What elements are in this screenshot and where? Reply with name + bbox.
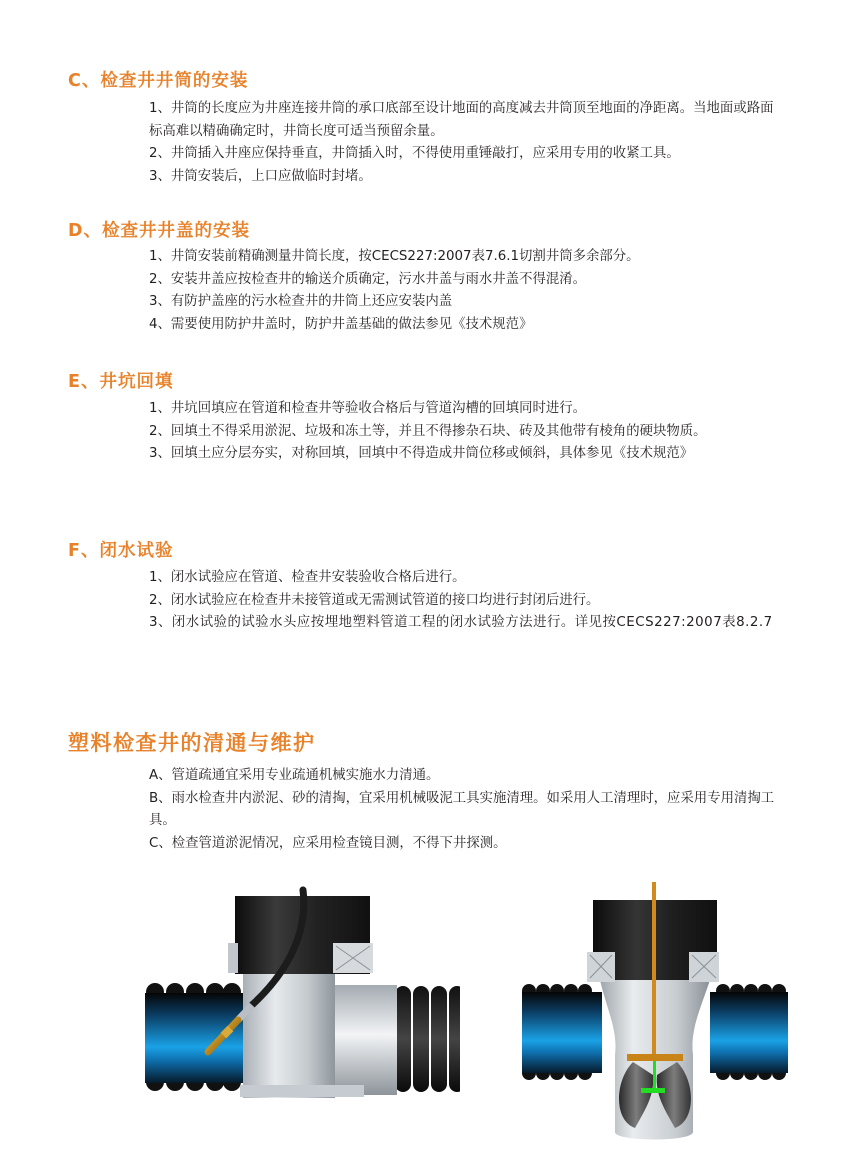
inspection-well-hose-icon — [140, 870, 460, 1130]
section-d-item-3: 3、有防护盖座的污水检查井的井筒上还应安装内盖 — [149, 294, 453, 309]
maintenance-body — [149, 765, 779, 855]
section-f-item-1: 1、闭水试验应在管道、检查井安装验收合格后进行。 — [149, 570, 466, 585]
section-c-body — [149, 98, 779, 188]
section-c-item-1: 1、井筒的长度应为井座连接井筒的承口底部至设计地面的高度减去井筒顶至地面的净距离。当地面或路面标高难以精确确定时，井筒长度可适当预留余量。 — [149, 101, 774, 139]
section-e-item-1: 1、井坑回填应在管道和检查井等验收合格后与管道沟槽的回填同时进行。 — [149, 401, 587, 416]
section-f-item-2: 2、闭水试验应在检查井未接管道或无需测试管道的接口均进行封闭后进行。 — [149, 592, 600, 608]
maintenance-item-b: B、雨水检查井内淤泥、砂的清掏，宜采用机械吸泥工具实施清理。如采用人工清理时，应采用专用清掏工具。 — [149, 790, 775, 828]
section-d-item-4: 4、需要使用防护井盖时，防护井盖基础的做法参见《技术规范》 — [149, 316, 533, 332]
section-f-item-3: 3、闭水试验的试验水头应按埋地塑料管道工程的闭水试验方法进行。详见按CECS227:2007表8.2.7 — [149, 615, 773, 630]
section-c-heading: C、检查井井筒的安装 — [68, 71, 249, 91]
maintenance-item-c: C、检查管道淤泥情况，应采用检查镜目测，不得下井探测。 — [149, 835, 507, 851]
section-e-item-3: 3、回填土应分层夯实，对称回填，回填中不得造成井筒位移或倾斜，具体参见《技术规范》 — [149, 446, 694, 461]
section-e-heading: E、井坑回填 — [68, 372, 174, 392]
section-e-body — [149, 398, 779, 466]
section-e-item-2: 2、回填土不得采用淤泥、垃圾和冻土等，并且不得掺杂石块、砖及其他带有棱角的硬块物质。 — [149, 423, 707, 439]
section-d-heading: D、检查井井盖的安装 — [68, 221, 251, 241]
maintenance-item-a: A、管道疏通宜采用专业疏通机械实施水力清通。 — [149, 768, 440, 783]
maintenance-title: 塑料检查井的清通与维护 — [68, 731, 316, 755]
hose-jetting-illustration — [140, 870, 460, 1130]
section-d-item-1: 1、井筒安装前精确测量井筒长度，按CECS227:2007表7.6.1切割井筒多余部分。 — [149, 249, 640, 264]
section-c-item-3: 3、井筒安装后，上口应做临时封堵。 — [149, 168, 372, 184]
section-d-item-2: 2、安装井盖应按检查井的输送介质确定，污水井盖与雨水井盖不得混淆。 — [149, 271, 587, 287]
section-f-heading: F、闭水试验 — [68, 541, 174, 561]
section-d-body — [149, 246, 779, 336]
mechanical-grab-illustration — [515, 870, 805, 1150]
section-f-body — [149, 567, 779, 635]
section-c-item-2: 2、井筒插入井座应保持垂直，井筒插入时，不得使用重锤敲打，应采用专用的收紧工具。 — [149, 146, 680, 161]
inspection-well-grab-icon — [515, 870, 805, 1150]
